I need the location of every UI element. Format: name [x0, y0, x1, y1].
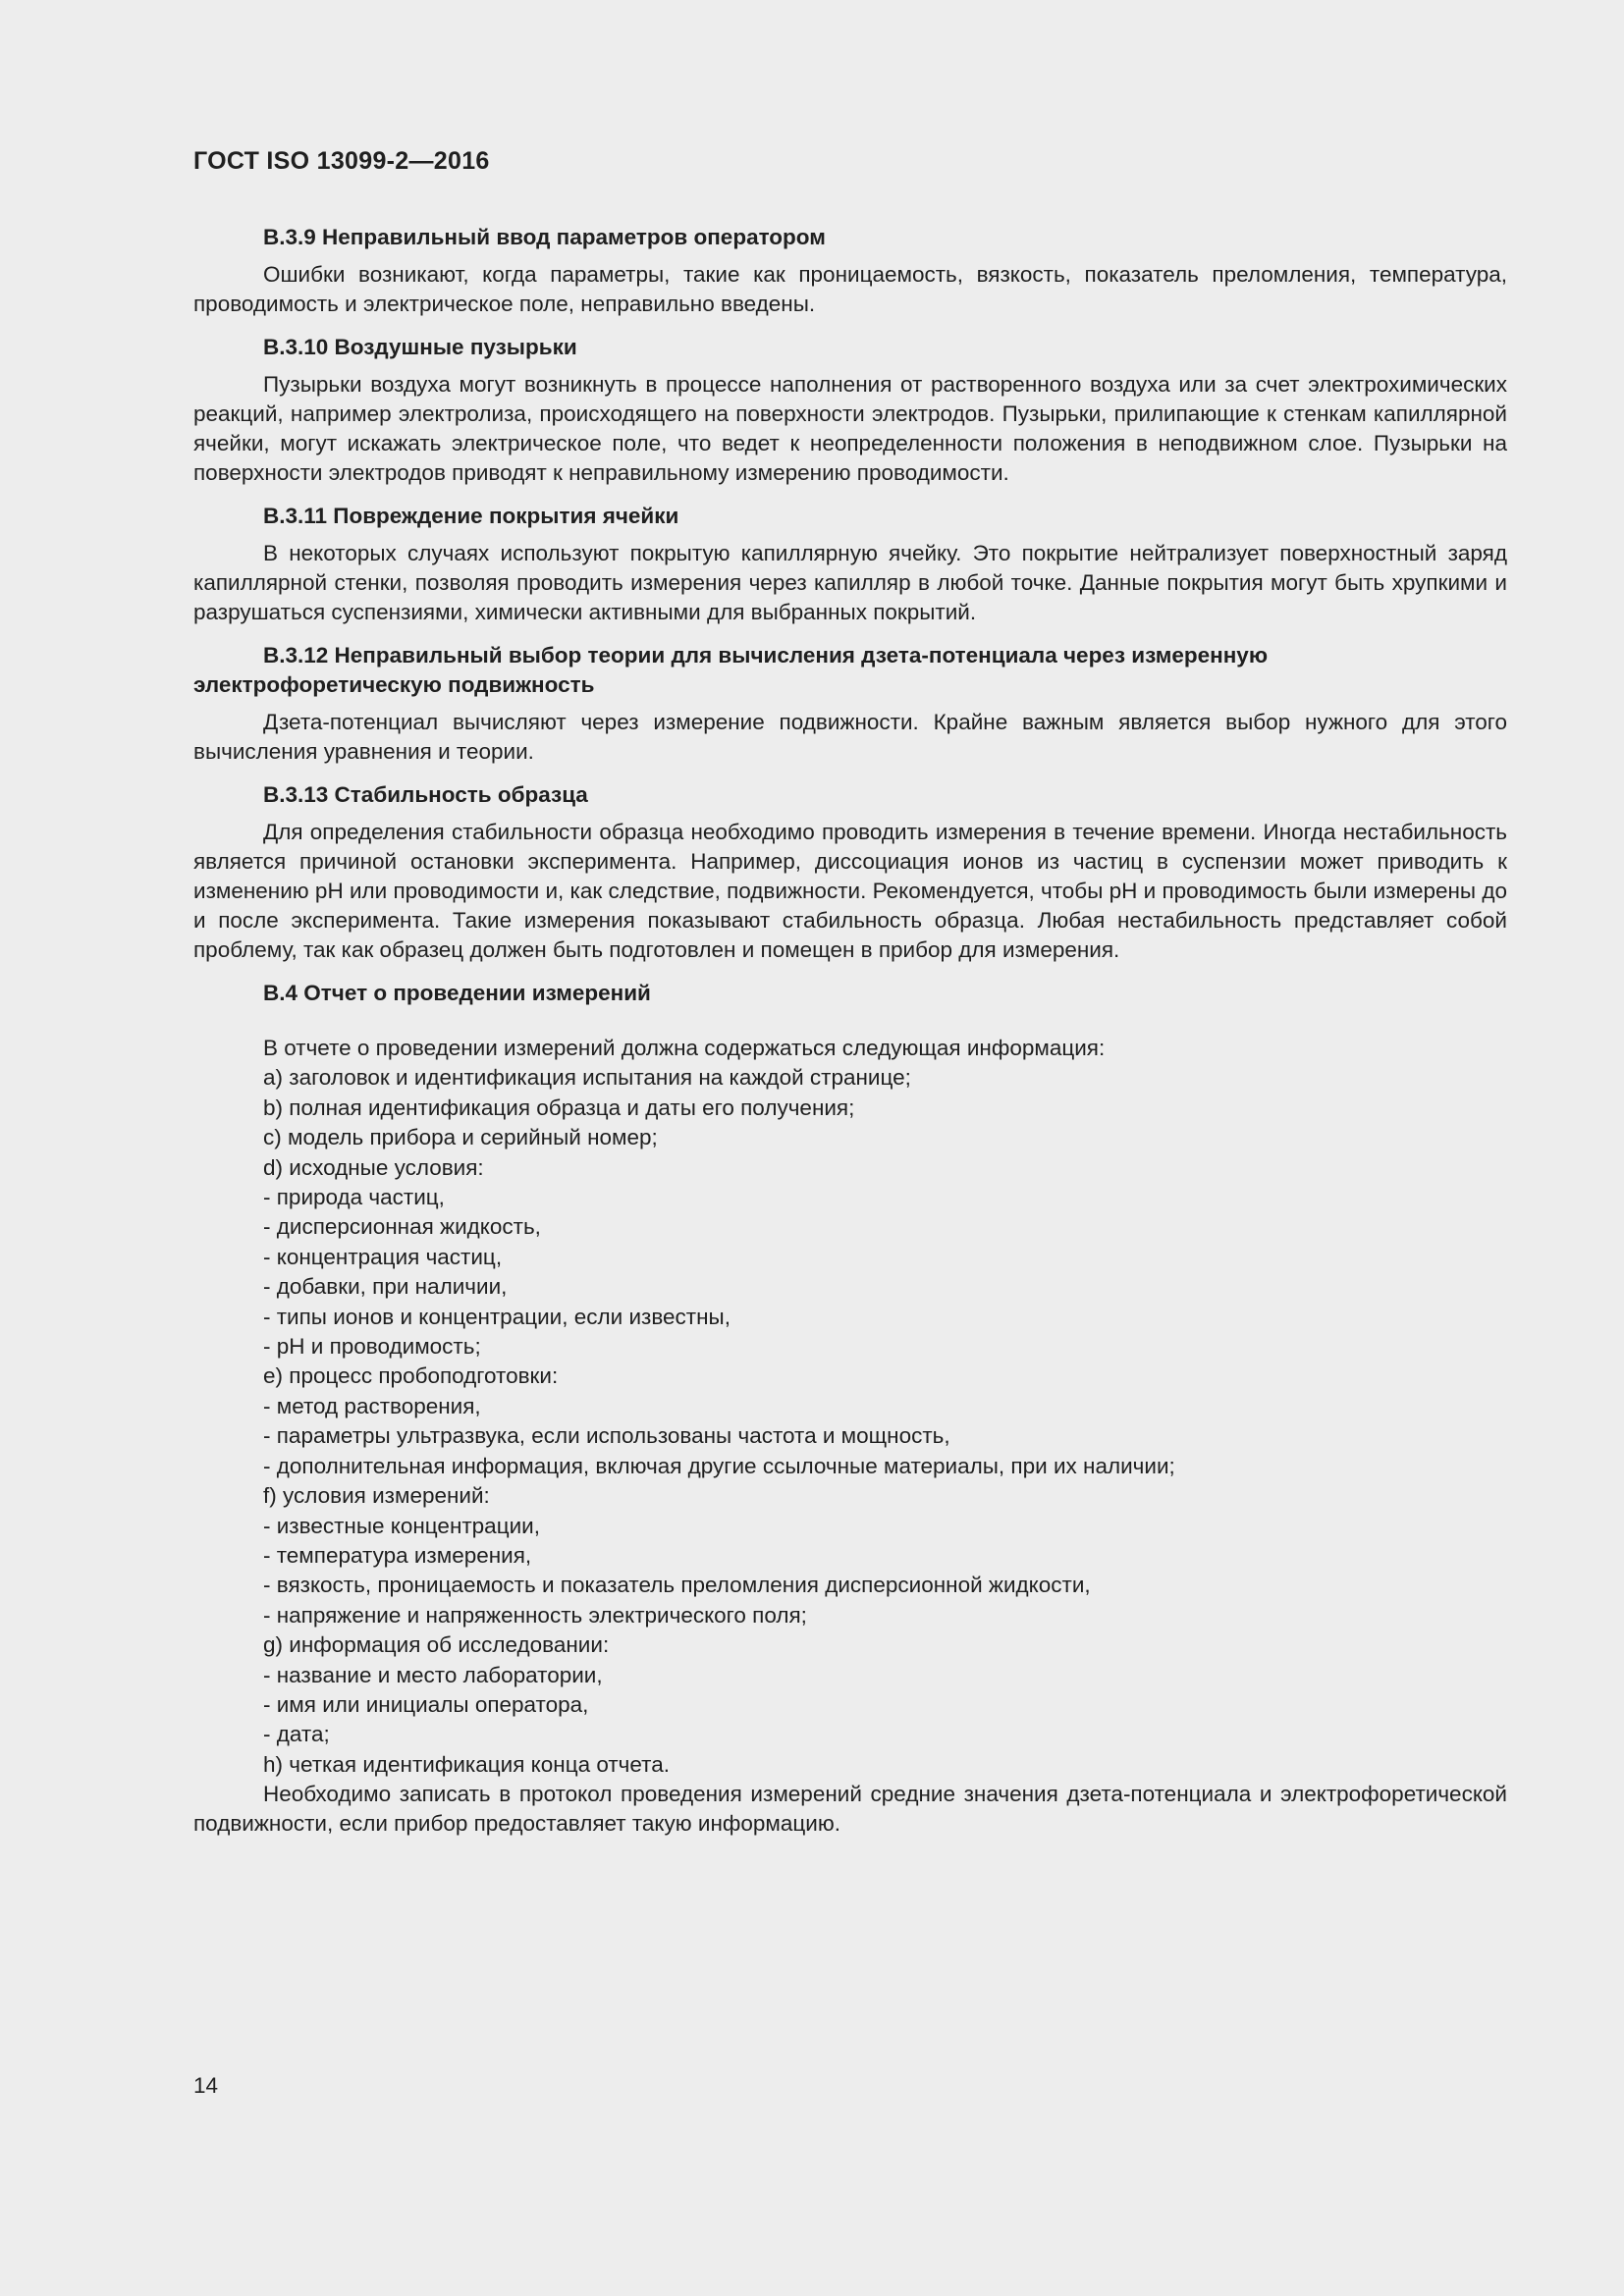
section-b-4: [193, 979, 1507, 1839]
section-text: Для определения стабильности образца необходимо проводить измерения в течение времени. Иногда нестабильность является причиной остановки эксперимента. Например, диссоциация ионов из частиц в суспензии может приводить к изменению pH или проводимости и, как следствие, подвижности. Рекомендуется, чтобы pH и проводимость были измерены до и после эксперимента. Такие измерения показывают стабильность образца. Любая нестабильность представляет собой проблему, так как образец должен быть подготовлен и помещен в прибор для измерения.: [193, 820, 1507, 962]
list-item: - напряжение и напряженность электрического поля;: [263, 1602, 807, 1628]
section-heading: B.3.10 Воздушные пузырьки: [263, 335, 577, 359]
list-item: f) условия измерений:: [263, 1483, 490, 1509]
list-item: c) модель прибора и серийный номер;: [263, 1125, 658, 1150]
list-item: - имя или инициалы оператора,: [263, 1691, 589, 1717]
section-b-3-9: [193, 223, 1507, 319]
list-item: - концентрация частиц,: [263, 1244, 503, 1269]
section-text: Ошибки возникают, когда параметры, такие как проницаемость, вязкость, показатель преломления, температура, проводимость и электрическое поле, неправильно введены.: [193, 262, 1507, 316]
report-requirements-list: [193, 1034, 1507, 1780]
page-number: 14: [193, 2073, 219, 2098]
section-heading: B.3.11 Повреждение покрытия ячейки: [263, 504, 679, 528]
list-item: - метод растворения,: [263, 1393, 481, 1418]
section-heading: B.3.9 Неправильный ввод параметров оператором: [263, 225, 826, 249]
list-item: - дополнительная информация, включая другие ссылочные материалы, при их наличии;: [263, 1453, 1175, 1478]
list-item: - дисперсионная жидкость,: [263, 1214, 541, 1240]
closing-paragraph: Необходимо записать в протокол проведения измерений средние значения дзета-потенциала и электрофоретической подвижности, если прибор предоставляет такую информацию.: [193, 1782, 1507, 1837]
section-b-3-13: [193, 780, 1507, 965]
list-item: - pH и проводимость;: [263, 1334, 481, 1360]
list-item: В отчете о проведении измерений должна содержаться следующая информация:: [263, 1036, 1106, 1060]
section-b-3-12: [193, 641, 1507, 767]
list-item: - параметры ультразвука, если использованы частота и мощность,: [263, 1423, 950, 1449]
list-item: a) заголовок и идентификация испытания на каждой странице;: [263, 1065, 911, 1091]
list-item: - дата;: [263, 1722, 330, 1747]
document-header: ГОСТ ISO 13099-2—2016: [193, 147, 490, 175]
section-text: Пузырьки воздуха могут возникнуть в процессе наполнения от растворенного воздуха или за счет электрохимических реакций, например электролиза, происходящего на поверхности электродов. Пузырьки, прилипающие к стенкам капиллярной ячейки, могут искажать электрическое поле, что ведет к неопределенности положения в неподвижном слое. Пузырьки на поверхности электродов приводят к неправильному измерению проводимости.: [193, 372, 1507, 485]
list-item: - известные концентрации,: [263, 1513, 540, 1538]
section-b-3-10: [193, 333, 1507, 488]
list-item: - температура измерения,: [263, 1542, 532, 1568]
list-item: e) процесс пробоподготовки:: [263, 1363, 559, 1389]
list-item: - типы ионов и концентрации, если известны,: [263, 1304, 731, 1329]
list-item: d) исходные условия:: [263, 1154, 484, 1180]
section-text: В некоторых случаях используют покрытую капиллярную ячейку. Это покрытие нейтрализует поверхностный заряд капиллярной стенки, позволяя проводить измерения через капилляр в любой точке. Данные покрытия могут быть хрупкими и разрушаться суспензиями, химически активными для выбранных покрытий.: [193, 541, 1507, 624]
section-heading: B.3.13 Стабильность образца: [263, 782, 588, 807]
list-item: - название и место лаборатории,: [263, 1662, 603, 1687]
document-page: [193, 147, 1507, 1852]
list-item: h) четкая идентификация конца отчета.: [263, 1751, 670, 1777]
section-heading: B.4 Отчет о проведении измерений: [263, 981, 651, 1005]
section-text: Дзета-потенциал вычисляют через измерение подвижности. Крайне важным является выбор нужного для этого вычисления уравнения и теории.: [193, 710, 1507, 764]
section-heading: B.3.12 Неправильный выбор теории для вычисления дзета-потенциала через измеренную электрофоретическую подвижность: [193, 643, 1269, 697]
list-item: g) информация об исследовании:: [263, 1632, 610, 1658]
section-b-3-11: [193, 502, 1507, 627]
list-item: b) полная идентификация образца и даты его получения;: [263, 1095, 855, 1120]
list-item: - вязкость, проницаемость и показатель преломления дисперсионной жидкости,: [263, 1573, 1091, 1598]
list-item: - природа частиц,: [263, 1185, 445, 1210]
list-item: - добавки, при наличии,: [263, 1274, 508, 1300]
